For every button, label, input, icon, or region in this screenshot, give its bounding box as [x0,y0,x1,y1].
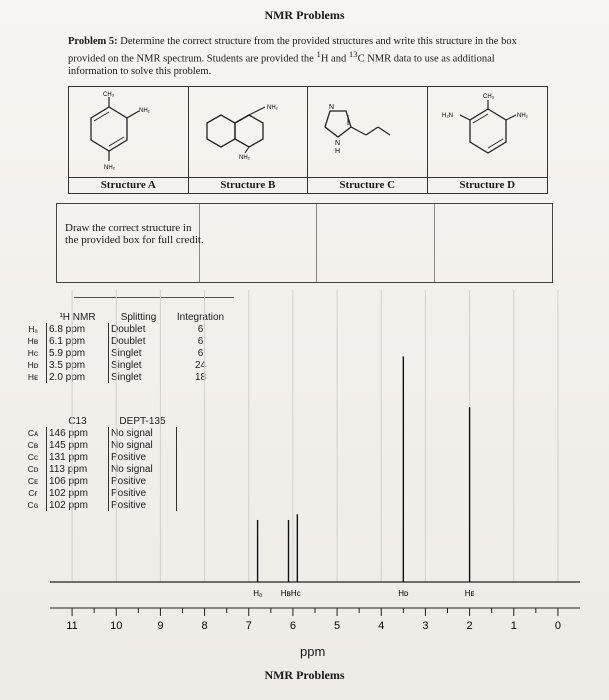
x-tick-label: 7 [245,620,252,632]
c-row-shift: 131 ppm [47,451,109,463]
c-row-dept: Positive [109,451,177,463]
page-footer: NMR Problems [264,668,345,682]
sup-c: 13 [348,49,358,59]
h-header-nmr: ¹H NMR [59,311,96,323]
c-atom-nh-h: H [335,148,341,155]
page-title: NMR Problems [264,8,345,22]
structure-c-cell [308,87,428,193]
x-tick-label: 5 [334,620,341,632]
x-tick-label: 8 [201,620,208,632]
h-row-shift: 6.1 ppm [47,335,109,347]
structure-a-label: Structure A [69,177,188,191]
h-row-split: Singlet [109,371,169,383]
h-row-shift: 2.0 ppm [47,371,109,383]
a-sub-top: CH₃ [103,92,115,98]
x-tick-label: 1 [510,620,517,632]
h-row-integ: 6 [197,335,204,347]
b-sub-bottom: NH₂ [238,155,250,161]
nmr-spectrum [40,290,590,640]
problem-statement [68,36,546,78]
h-row-shift: 6.8 ppm [47,323,109,335]
c-atom-n: N [329,104,335,111]
structure-c-drawing [308,87,427,177]
h-row-shift: 3.5 ppm [47,359,109,371]
d-sub-right: NH₂ [516,113,528,119]
h-row-label: Hᴄ [20,347,47,359]
answer-draw-box[interactable] [56,203,553,283]
d-sub-left: H₂N [441,113,453,119]
peak-label: Hᴅ [398,589,409,598]
h-row-integ: 6 [197,323,204,335]
h-row-label: Hₐ [20,323,47,335]
h-row-label: Hʙ [20,335,47,347]
h-header-split: Splitting [120,311,157,323]
h-row-integ: 24 [194,359,207,371]
structure-a-cell [69,87,189,193]
structure-b-cell [189,87,309,193]
x-tick-label: 3 [422,620,429,632]
x-axis-label: ppm [300,644,326,659]
b-sub-top: NH₂ [266,105,278,111]
c-row-dept: Positive [109,475,177,487]
problem-text-3: C NMR data to use as additional information to solve this problem. [68,53,495,77]
structure-d-label: Structure D [428,177,548,191]
draw-box-text: Draw the correct structure in the provided box for full credit. [65,222,204,246]
x-tick-label: 0 [554,620,561,632]
c-row-label: Cᴇ [20,475,47,487]
c-row-label: Cғ [20,487,47,499]
problem-text-2: H and [320,53,349,65]
c-row-dept: No signal [109,427,177,439]
h-row-label: Hᴅ [20,359,47,371]
c-atom-nh-n: N [335,140,341,147]
x-tick-label: 9 [157,620,164,632]
structure-d-cell [428,87,548,193]
x-tick-label: 6 [289,620,296,632]
peak-label: Hᴇ [464,589,475,598]
a-sub-right: NH₂ [139,108,150,114]
h-row-split: Doublet [109,335,169,347]
d-sub-top: CH₃ [482,94,494,100]
c-header-c13: C13 [68,415,87,427]
structure-a-drawing [69,87,188,177]
c-row-shift: 113 ppm [47,463,109,475]
c-row-label: Cᴅ [20,463,47,475]
h-row-split: Doublet [109,323,169,335]
structure-d-drawing [428,87,547,177]
draw-box-instructions-cell [57,204,204,282]
h-row-integ: 18 [194,371,207,383]
peak-label: Hₐ [253,589,262,598]
c-row-dept: No signal [109,439,177,451]
x-tick-label: 4 [378,620,385,632]
peak-label: HʙHᴄ [280,589,301,598]
draw-box-cell-2 [200,204,317,282]
h-row-integ: 6 [197,347,204,359]
c-row-dept: No signal [109,463,177,475]
c-row-dept: Positive [109,499,177,511]
sup-h: 1 [316,49,321,59]
c-row-shift: 106 ppm [47,475,109,487]
c-row-shift: 146 ppm [47,427,109,439]
x-tick-label: 11 [66,620,78,632]
c-header-dept: DEPT-135 [119,415,166,427]
structure-b-drawing [189,87,308,177]
problem-text-1: Determine the correct structure from the provided structures and write this structure in the box provided on the NMR spectrum. Students are provided the [68,36,517,65]
c-row-label: Cᴄ [20,451,47,463]
h-row-split: Singlet [109,347,169,359]
h-row-split: Singlet [109,359,169,371]
structure-b-label: Structure B [189,177,308,191]
h-row-shift: 5.9 ppm [47,347,109,359]
c-row-label: Cʙ [20,439,47,451]
c-row-dept: Positive [109,487,177,499]
structures-box [68,86,548,194]
draw-box-cell-3 [317,204,434,282]
x-tick-label: 10 [110,620,123,632]
x-tick-label: 2 [466,620,473,632]
h-header-integ: Integration [176,311,225,323]
c-row-label: Cɢ [20,499,47,511]
c-row-shift: 102 ppm [47,499,109,511]
c-row-shift: 102 ppm [47,487,109,499]
problem-label: Problem 5: [68,36,118,47]
draw-box-cell-4 [435,204,552,282]
c-row-shift: 145 ppm [47,439,109,451]
structure-c-label: Structure C [308,177,427,191]
a-sub-bottom: NH₂ [104,165,115,171]
h-row-label: Hᴇ [20,371,47,383]
c-row-label: Cᴀ [20,427,47,439]
